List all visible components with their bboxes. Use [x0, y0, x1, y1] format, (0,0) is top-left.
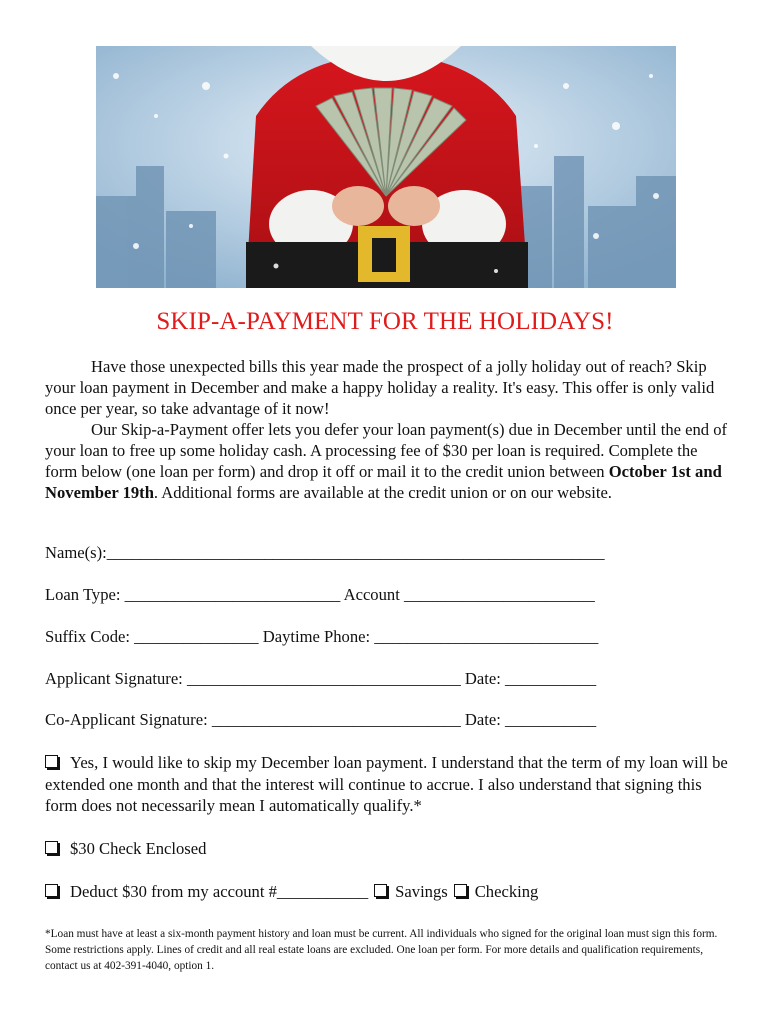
- yes-checkbox[interactable]: [45, 755, 58, 768]
- footnote: [45, 926, 729, 974]
- intro-paragraph-1: Have those unexpected bills this year made the prospect of a jolly holiday out of reach? Skip your loan payment in December and make a happy holiday a reality. It's easy. This offer is only valid once per year, so take advantage of it now!: [45, 357, 715, 418]
- intro-p2-end: . Additional forms are available at the credit union or on our website.: [153, 483, 612, 502]
- check-enclosed-option: [45, 839, 206, 859]
- checking-checkbox[interactable]: [454, 884, 467, 897]
- intro-p2-start: Our Skip-a-Payment offer lets you defer your loan payment(s) due in December until the end of your loan to free up some holiday cash. A processing fee of $30 per loan is required. Complete the form below (one loan per form) and drop it off or mail it to the credit union between: [45, 420, 728, 481]
- deduct-label: Deduct $30 from my account #___________: [70, 882, 369, 901]
- savings-label: Savings: [395, 882, 448, 901]
- santa-holding-money-image: [96, 46, 676, 288]
- coapplicant-signature-field[interactable]: Co-Applicant Signature: ______________________________ Date: ___________: [45, 710, 597, 729]
- suffix-phone-field[interactable]: Suffix Code: _______________ Daytime Phone: ___________________________: [45, 627, 599, 646]
- footnote-text: *Loan must have at least a six-month payment history and loan must be current. All individuals who signed for the original loan must sign this form. Some restrictions apply. Lines of credit and all real estate loans are excluded. One loan per form. For more details and qualification requirements, contact us at 402-391-4040, option 1.: [45, 928, 718, 972]
- names-field[interactable]: Name(s):____________________________________________________________: [45, 543, 605, 562]
- page-title: SKIP-A-PAYMENT FOR THE HOLIDAYS!: [156, 308, 614, 335]
- skip-payment-agreement: [45, 752, 729, 817]
- date-range: October 1st and November 19th: [45, 462, 722, 502]
- check-enclosed-checkbox[interactable]: [45, 841, 58, 854]
- loan-type-account-field[interactable]: Loan Type: __________________________ Account _______________________: [45, 585, 595, 604]
- savings-checkbox[interactable]: [374, 884, 387, 897]
- deduct-option: [45, 882, 538, 902]
- agreement-text: Yes, I would like to skip my December loan payment. I understand that the term of my loan will be extended one month and that the interest will continue to accrue. I also understand that signing this form does not necessarily mean I automatically qualify.*: [45, 753, 728, 815]
- intro-text: [45, 356, 729, 503]
- applicant-signature-field[interactable]: Applicant Signature: _________________________________ Date: ___________: [45, 669, 597, 688]
- check-enclosed-label: $30 Check Enclosed: [70, 839, 207, 858]
- intro-paragraph-2: [45, 419, 729, 503]
- deduct-checkbox[interactable]: [45, 884, 58, 897]
- checking-label: Checking: [474, 882, 539, 901]
